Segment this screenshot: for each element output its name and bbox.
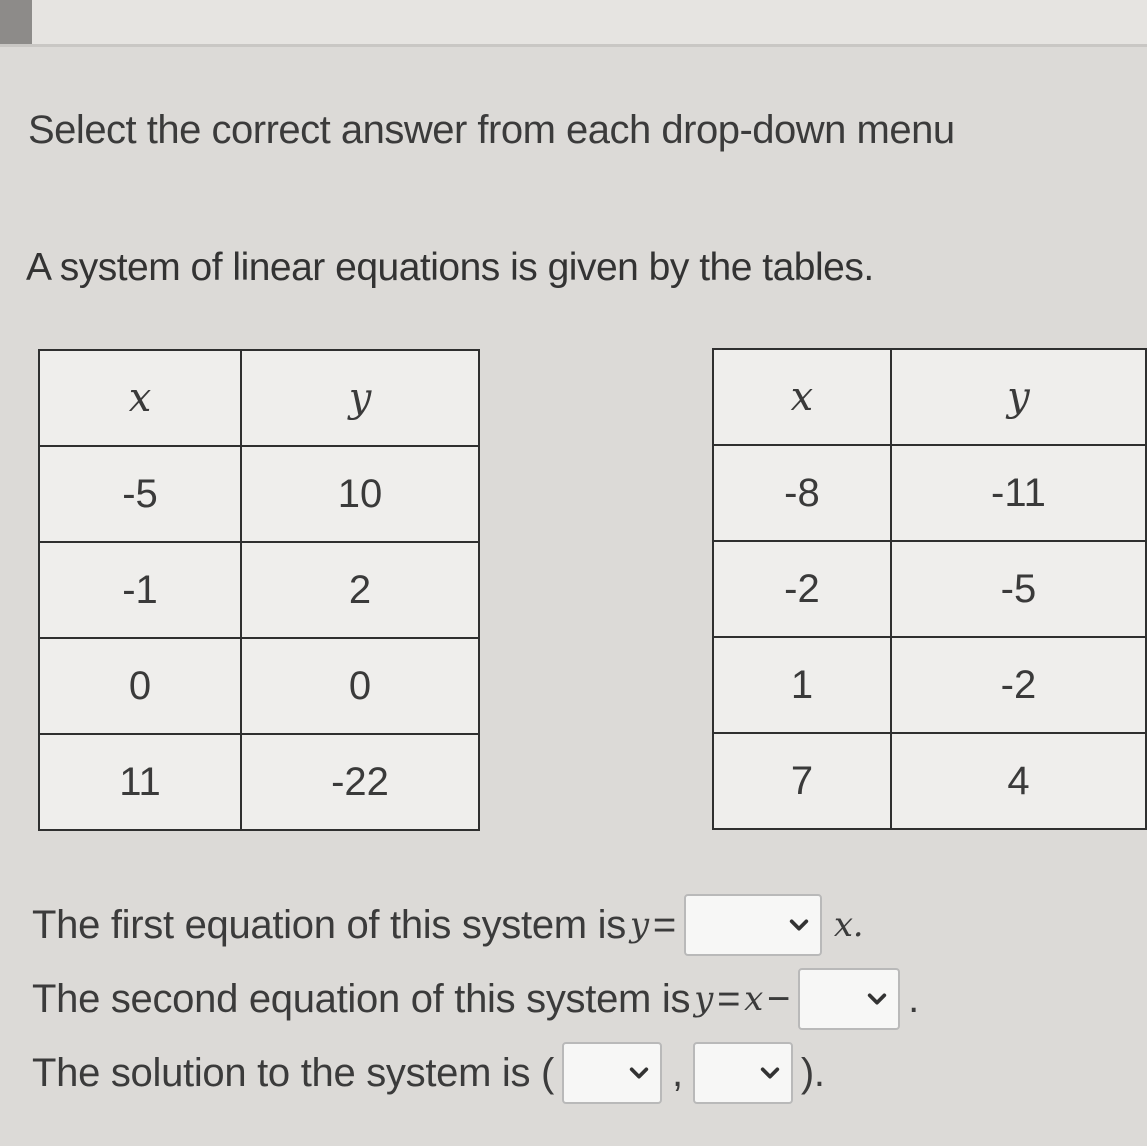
equals-sign: = xyxy=(652,902,676,947)
table-header-row xyxy=(713,349,1146,445)
answer-line-text: The first equation of this system is xyxy=(32,902,626,947)
table-row xyxy=(713,541,1146,637)
period: . xyxy=(908,976,919,1021)
table-header-x: x xyxy=(39,350,241,446)
table-header-x: x xyxy=(713,349,891,445)
table-cell-x: 7 xyxy=(713,733,891,829)
table-cell-x: -8 xyxy=(713,445,891,541)
answer-line-text: The solution to the system is ( xyxy=(32,1050,555,1095)
closing-paren: ). xyxy=(800,1050,825,1095)
table-cell-y: 10 xyxy=(241,446,479,542)
comma: , xyxy=(672,1050,683,1095)
table-cell-y: 4 xyxy=(891,733,1146,829)
answer-line-first-equation xyxy=(32,888,919,962)
question-prompt: A system of linear equations is given by the tables. xyxy=(26,246,874,289)
table-row xyxy=(39,638,479,734)
chevron-down-icon xyxy=(788,914,810,936)
table-cell-y: 0 xyxy=(241,638,479,734)
table-cell-y: 2 xyxy=(241,542,479,638)
variable-x: x xyxy=(744,979,763,1019)
variable-y: y xyxy=(694,979,714,1019)
variable-y: y xyxy=(629,905,649,945)
table-first-equation xyxy=(38,349,480,831)
chevron-down-icon xyxy=(866,988,888,1010)
table-cell-x: -1 xyxy=(39,542,241,638)
table-cell-y: -22 xyxy=(241,734,479,830)
table-cell-y: -11 xyxy=(891,445,1146,541)
table-header-y: y xyxy=(891,349,1146,445)
answer-section xyxy=(32,888,919,1110)
answer-line-text: The second equation of this system is xyxy=(32,976,691,1021)
table-second-equation xyxy=(712,348,1147,830)
solution-y-dropdown[interactable] xyxy=(693,1042,793,1104)
table-cell-x: 11 xyxy=(39,734,241,830)
instruction-text: Select the correct answer from each drop-down menu xyxy=(28,108,955,152)
intercept-dropdown[interactable] xyxy=(798,968,900,1030)
table-cell-x: -2 xyxy=(713,541,891,637)
top-bar-tab xyxy=(0,0,32,44)
chevron-down-icon xyxy=(759,1062,781,1084)
answer-line-solution xyxy=(32,1036,919,1110)
equals-sign: = xyxy=(717,976,741,1021)
minus-sign: − xyxy=(767,976,791,1021)
table-row xyxy=(39,446,479,542)
table-row xyxy=(39,734,479,830)
table-header-row xyxy=(39,350,479,446)
table-cell-x: -5 xyxy=(39,446,241,542)
table-header-y: y xyxy=(241,350,479,446)
table-row xyxy=(713,637,1146,733)
chevron-down-icon xyxy=(628,1062,650,1084)
slope-dropdown[interactable] xyxy=(684,894,822,956)
answer-line-second-equation xyxy=(32,962,919,1036)
table-cell-y: -5 xyxy=(891,541,1146,637)
table-row xyxy=(713,733,1146,829)
table-cell-x: 0 xyxy=(39,638,241,734)
variable-x-suffix: x. xyxy=(833,905,864,945)
top-bar xyxy=(0,0,1147,47)
table-cell-y: -2 xyxy=(891,637,1146,733)
table-row xyxy=(39,542,479,638)
table-row xyxy=(713,445,1146,541)
solution-x-dropdown[interactable] xyxy=(562,1042,662,1104)
table-cell-x: 1 xyxy=(713,637,891,733)
